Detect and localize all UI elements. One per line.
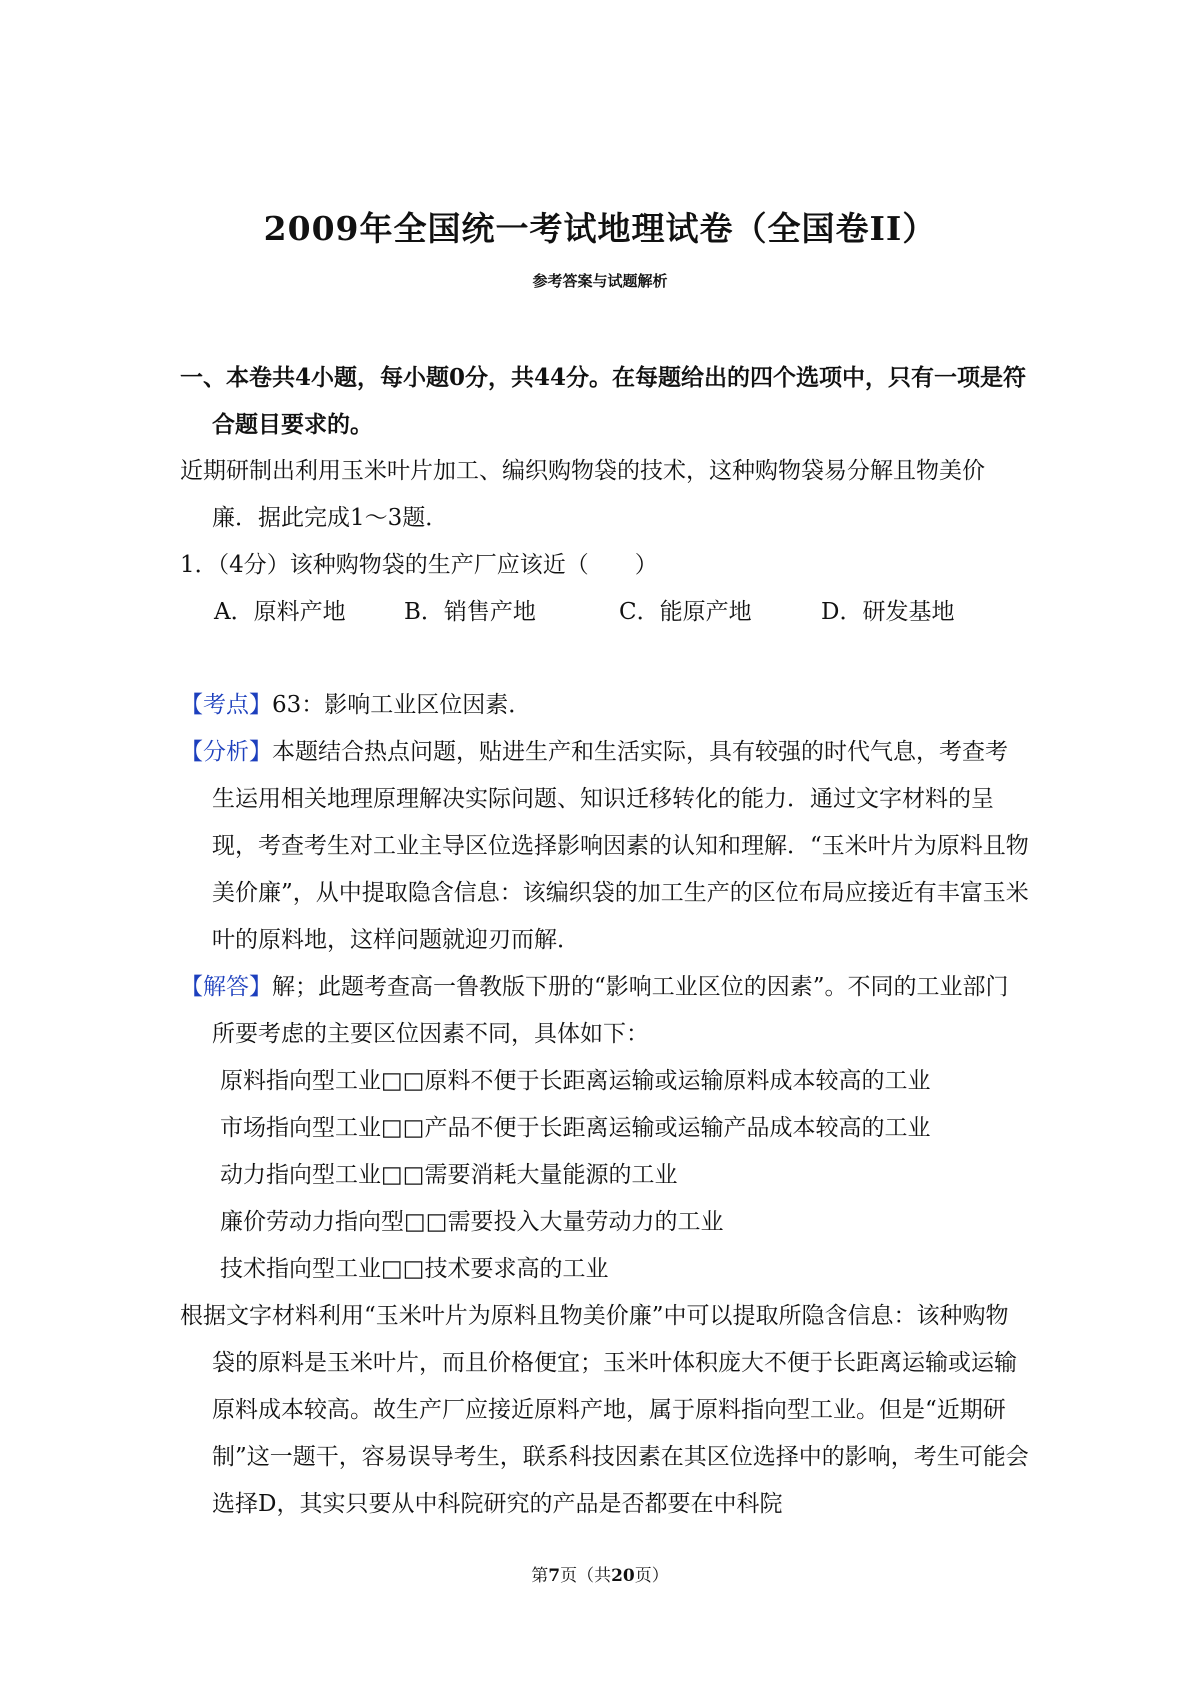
footer-middle: 页（共 <box>560 1566 612 1586</box>
page-title: 2009年全国统一考试地理试卷（全国卷II） <box>263 209 937 248</box>
jieda-block <box>180 964 1030 1058</box>
option-d: D．研发基地 <box>821 599 955 625</box>
intro-paragraph: 近期研制出利用玉米叶片加工、编织购物袋的技术，这种购物袋易分解且物美价廉．据此完成1～3题． <box>180 458 985 531</box>
page-footer <box>0 1561 1200 1586</box>
document-body <box>180 354 1030 1528</box>
spacer <box>180 636 1030 682</box>
option-b: B．销售产地 <box>404 599 536 625</box>
fenxi-tag: 【分析】 <box>180 739 272 765</box>
kaodian-text: 63：影响工业区位因素． <box>272 692 532 718</box>
jieda-tag: 【解答】 <box>180 974 272 1000</box>
kaodian-block <box>180 682 1030 729</box>
fenxi-block <box>180 729 1030 964</box>
list-item: 市场指向型工业□□产品不便于长距离运输或运输产品成本较高的工业 <box>220 1115 931 1141</box>
footer-prefix: 第 <box>531 1566 549 1586</box>
list-item: 原料指向型工业□□原料不便于长距离运输或运输原料成本较高的工业 <box>220 1068 931 1094</box>
option-a: A．原料产地 <box>214 599 346 625</box>
list-item: 动力指向型工业□□需要消耗大量能源的工业 <box>220 1162 678 1188</box>
footer-suffix: 页） <box>634 1566 669 1586</box>
page-subtitle: 参考答案与试题解析 <box>532 272 668 290</box>
fenxi-text: 本题结合热点问题，贴进生产和生活实际，具有较强的时代气息，考查考生运用相关地理原理解决实际问题、知识迁移转化的能力．通过文字材料的呈现，考查考生对工业主导区位选择影响因素的认知和理解．“玉米叶片为原料且物美价廉”，从中提取隐含信息：该编织袋的加工生产的区位布局应接近有丰富玉米叶的原料地，这样问题就迎刃而解． <box>212 739 1029 953</box>
list-item: 廉价劳动力指向型□□需要投入大量劳动力的工业 <box>220 1209 724 1235</box>
footer-total-pages: 20 <box>611 1566 635 1586</box>
footer-page-number: 7 <box>548 1566 561 1586</box>
kaodian-tag: 【考点】 <box>180 692 272 718</box>
answer-options <box>180 589 1030 636</box>
option-c: C．能原产地 <box>619 599 752 625</box>
list-item: 技术指向型工业□□技术要求高的工业 <box>220 1256 609 1282</box>
industry-type-list <box>180 1058 1030 1293</box>
question-stem: 1．（4分）该种购物袋的生产厂应该近（ ） <box>180 552 658 578</box>
jieda-text: 解；此题考查高一鲁教版下册的“影响工业区位的因素”。不同的工业部门所要考虑的主要区位因素不同，具体如下： <box>212 974 1009 1047</box>
section-heading: 一、本卷共4小题，每小题0分，共44分。在每题给出的四个选项中，只有一项是符合题目要求的。 <box>180 364 1027 438</box>
conclusion-paragraph: 根据文字材料利用“玉米叶片为原料且物美价廉”中可以提取所隐含信息：该种购物袋的原料是玉米叶片，而且价格便宜；玉米叶体积庞大不便于长距离运输或运输原料成本较高。故生产厂应接近原料产地，属于原料指向型工业。但是“近期研制”这一题干，容易误导考生，联系科技因素在其区位选择中的影响，考生可能会选择D，其实只要从中科院研究的产品是否都要在中科院 <box>180 1303 1029 1517</box>
